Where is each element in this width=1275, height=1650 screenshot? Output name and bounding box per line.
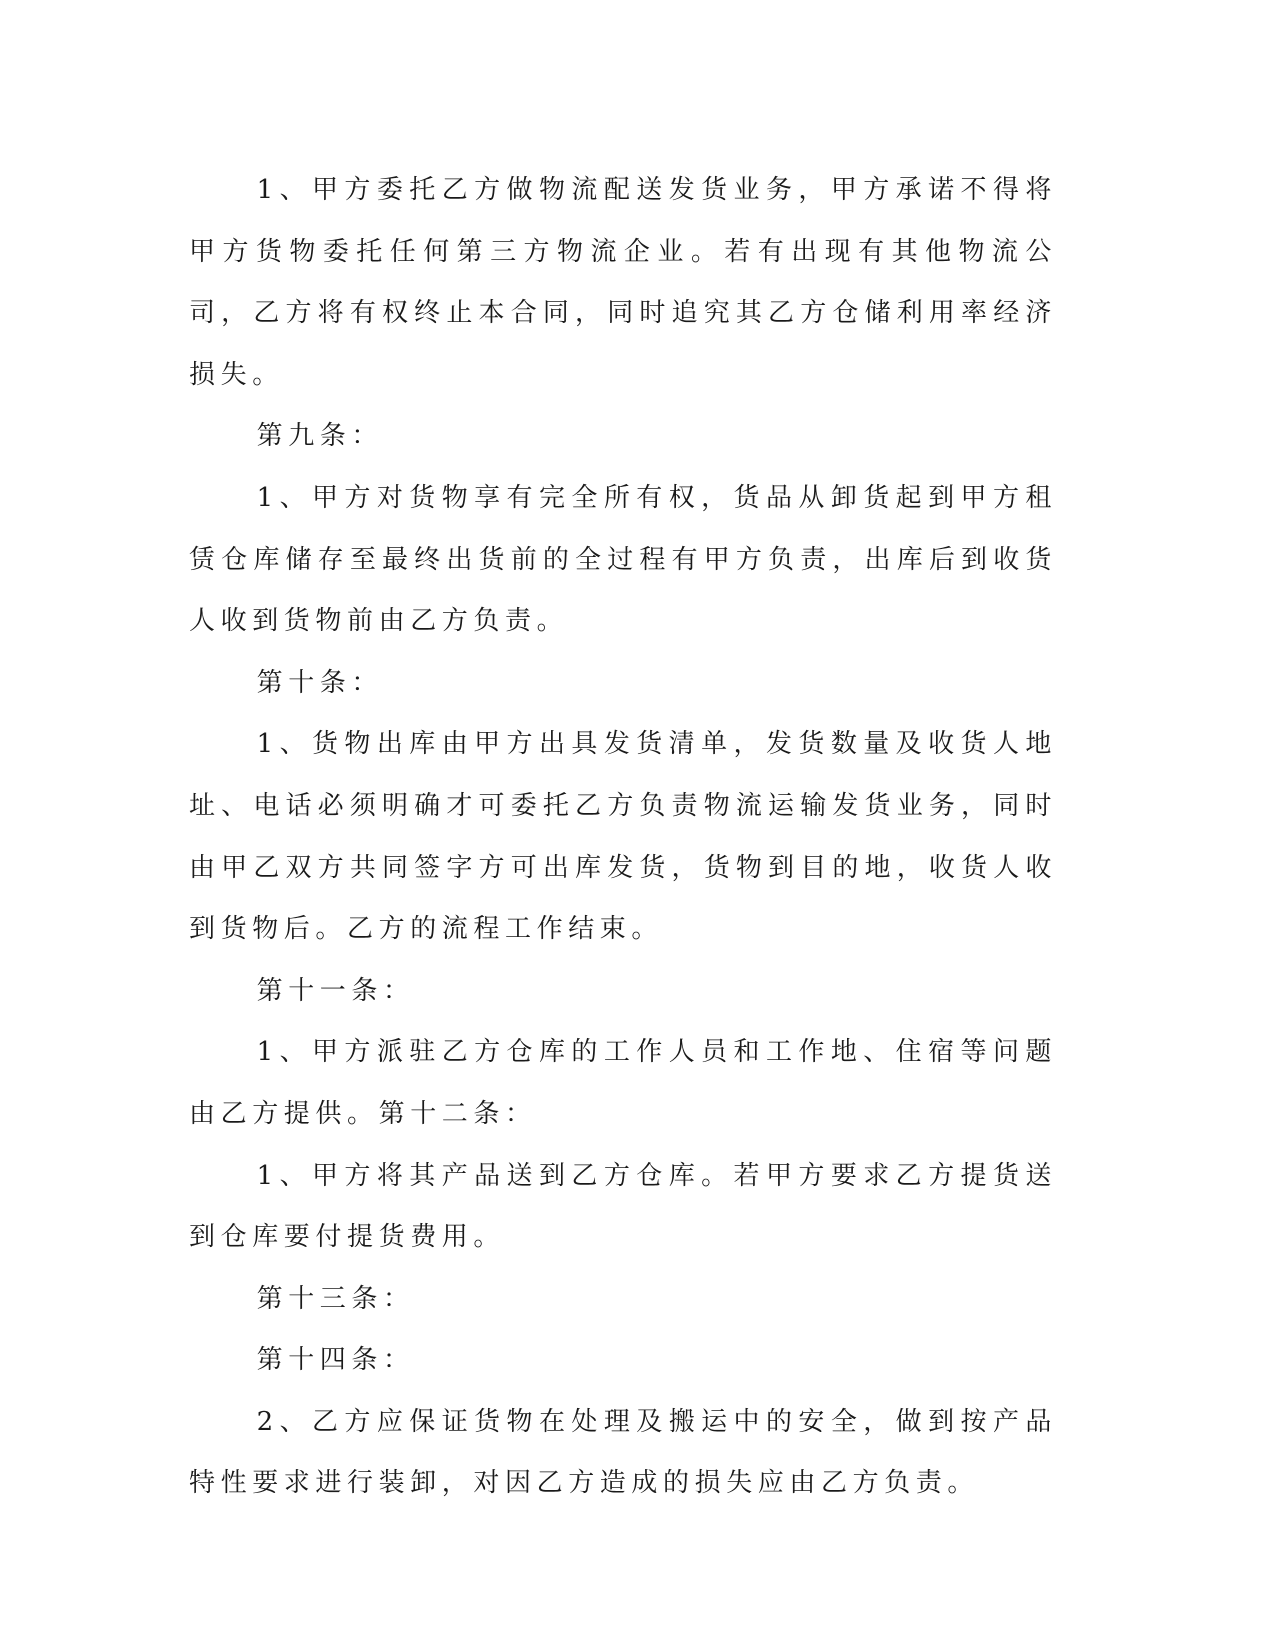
clause-paragraph: 1、货物出库由甲方出具发货清单，发货数量及收货人地址、电话必须明确才可委托乙方负责物流运输发货业务，同时由甲乙双方共同签字方可出库发货，货物到目的地，收货人收到货物后。乙方的流程工作结束。	[189, 729, 1057, 945]
article-heading: 第十条：	[256, 667, 383, 698]
clause-paragraph: 1、甲方对货物享有完全所有权，货品从卸货起到甲方租赁仓库储存至最终出货前的全过程有甲方负责，出库后到收货人收到货物前由乙方负责。	[189, 482, 1057, 637]
article-heading: 第十三条：	[256, 1283, 415, 1314]
clause-paragraph: 1、甲方派驻乙方仓库的工作人员和工作地、住宿等问题由乙方提供。第十二条：	[189, 1037, 1057, 1129]
clause-paragraph: 1、甲方委托乙方做物流配送发货业务，甲方承诺不得将甲方货物委托任何第三方物流企业。若有出现有其他物流公司，乙方将有权终止本合同，同时追究其乙方仓储利用率经济损失。	[189, 175, 1057, 390]
clause-paragraph: 1、甲方将其产品送到乙方仓库。若甲方要求乙方提货送到仓库要付提货费用。	[189, 1160, 1057, 1253]
document-body	[189, 160, 1057, 1515]
clause-paragraph: 2、乙方应保证货物在处理及搬运中的安全，做到按产品特性要求进行装卸，对因乙方造成的损失应由乙方负责。	[189, 1406, 1057, 1499]
article-heading: 第十四条：	[256, 1345, 415, 1376]
article-heading: 第十一条：	[256, 975, 415, 1006]
article-heading: 第九条：	[256, 421, 383, 452]
